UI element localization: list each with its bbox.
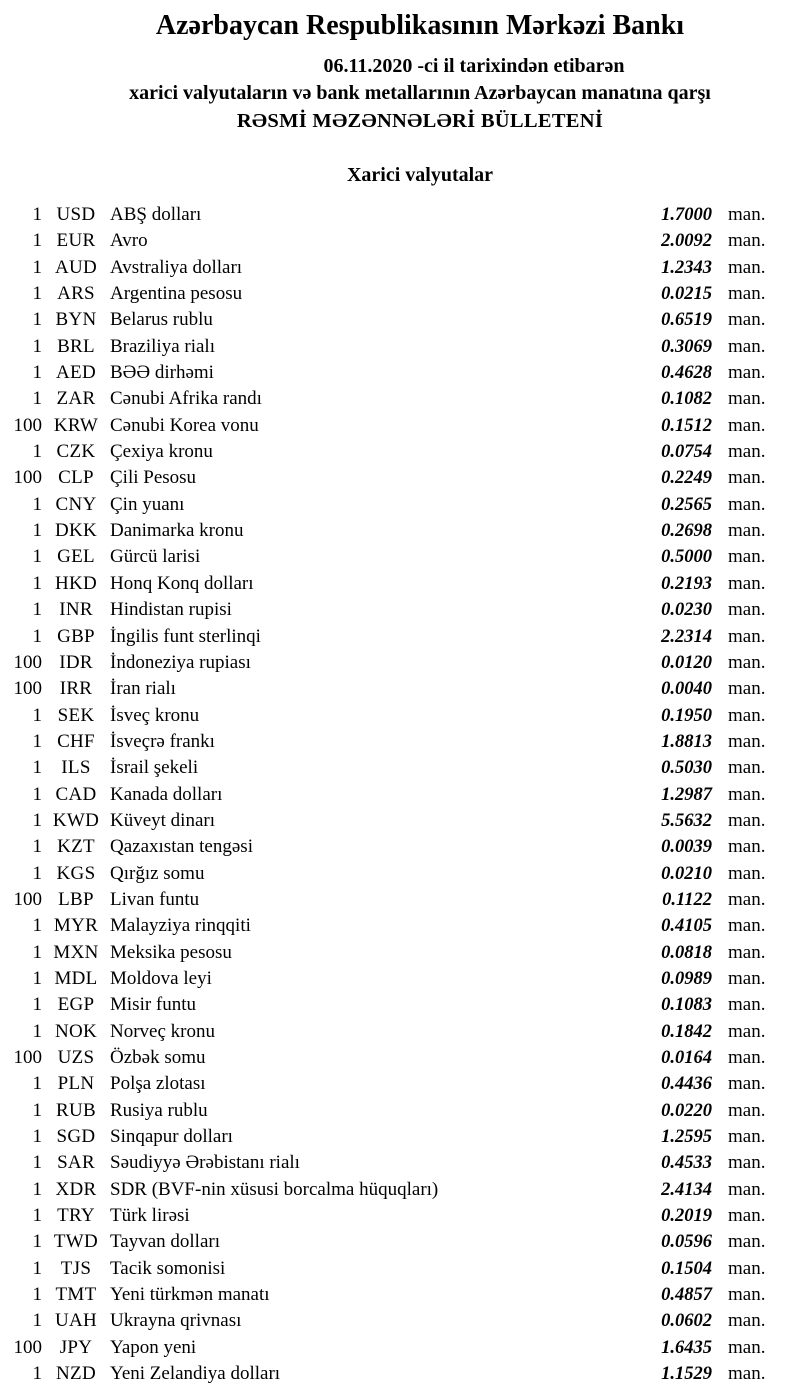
quantity-cell: 1 [32, 1099, 42, 1121]
currency-name-cell: Braziliya rialı [110, 335, 215, 357]
rate-value-cell: 0.0220 [661, 1100, 712, 1121]
unit-cell: man. [728, 283, 766, 305]
rate-value-cell: 0.1122 [662, 889, 712, 910]
currency-name-cell: Honq Konq dolları [110, 572, 254, 594]
currency-name-cell: İsveçrə frankı [110, 730, 215, 752]
currency-code-cell: NZD [56, 1363, 96, 1384]
quantity-cell: 1 [32, 941, 42, 963]
currency-name-cell: Malayziya rinqqiti [110, 915, 251, 937]
currency-name-cell: Meksika pesosu [110, 941, 232, 963]
currency-code-cell: SEK [57, 704, 95, 726]
currency-row [0, 1229, 800, 1255]
currency-name-cell: Gürcü larisi [110, 546, 201, 568]
quantity-cell: 1 [32, 625, 42, 647]
unit-cell: man. [728, 520, 766, 542]
currency-code-cell: MYR [53, 915, 99, 937]
currency-name-cell: Yeni türkmən manatı [110, 1284, 270, 1306]
quantity-cell: 1 [32, 730, 42, 752]
rate-value-cell: 1.1529 [661, 1364, 712, 1384]
rate-value-cell: 2.0092 [661, 231, 712, 252]
currency-row [0, 413, 800, 439]
currency-name-cell: Hindistan rupisi [110, 599, 232, 621]
currency-code-cell: JPY [59, 1336, 93, 1358]
quantity-cell: 1 [32, 836, 42, 858]
unit-cell: man. [728, 441, 766, 463]
quantity-cell: 1 [32, 757, 42, 779]
rate-value-cell: 0.0602 [661, 1311, 712, 1332]
rate-value-cell: 0.0818 [661, 942, 712, 963]
quantity-cell: 100 [13, 888, 42, 910]
quantity-cell: 100 [13, 651, 42, 673]
currency-row [0, 571, 800, 597]
currency-name-cell: Livan funtu [110, 888, 200, 910]
currency-name-cell: Cənubi Korea vonu [110, 414, 259, 436]
rate-value-cell: 0.1082 [661, 389, 712, 410]
currency-name-cell: ABŞ dolları [110, 204, 202, 225]
quantity-cell: 1 [32, 309, 42, 331]
unit-cell: man. [728, 1310, 766, 1332]
quantity-cell: 1 [32, 441, 42, 463]
quantity-cell: 1 [32, 230, 42, 252]
unit-cell: man. [728, 1020, 766, 1042]
currency-code-cell: HKD [54, 572, 98, 594]
currency-row [0, 1335, 800, 1361]
currency-code-cell: TJS [60, 1257, 92, 1279]
rate-value-cell: 0.0120 [661, 652, 712, 673]
currency-name-cell: Ukrayna qrivnası [110, 1310, 242, 1332]
unit-cell: man. [728, 204, 766, 225]
unit-cell: man. [728, 572, 766, 594]
quantity-cell: 1 [32, 599, 42, 621]
rate-value-cell: 1.7000 [661, 205, 712, 225]
currency-code-cell: CZK [56, 441, 96, 463]
currency-code-cell: GBP [57, 625, 95, 647]
unit-cell: man. [728, 704, 766, 726]
currency-name-cell: Çili Pesosu [110, 467, 197, 489]
currency-row [0, 887, 800, 913]
currency-name-cell: SDR (BVF-nin xüsusi borcalma hüquqları) [110, 1178, 439, 1200]
currency-row [0, 386, 800, 412]
rate-value-cell: 1.6435 [661, 1337, 712, 1358]
currency-code-cell: DKK [54, 520, 98, 542]
unit-cell: man. [728, 941, 766, 963]
currency-name-cell: Səudiyyə Ərəbistanı rialı [110, 1152, 300, 1174]
currency-code-cell: KZT [57, 836, 95, 858]
currency-code-cell: AUD [54, 256, 98, 278]
quantity-cell: 100 [13, 414, 42, 436]
currency-name-cell: İran rialı [110, 678, 176, 700]
currency-code-cell: TMT [55, 1284, 97, 1306]
unit-cell: man. [728, 888, 766, 910]
quantity-cell: 1 [32, 283, 42, 305]
quantity-cell: 1 [32, 1310, 42, 1332]
quantity-cell: 1 [32, 520, 42, 542]
unit-cell: man. [728, 678, 766, 700]
rate-value-cell: 0.5030 [661, 758, 712, 779]
effective-date-line: 06.11.2020 -ci il tarixindən etibarən [323, 55, 625, 77]
currency-code-cell: SGD [56, 1126, 96, 1148]
unit-cell: man. [728, 994, 766, 1016]
currency-row [0, 1098, 800, 1124]
currency-code-cell: INR [59, 599, 93, 621]
rate-value-cell: 2.2314 [661, 626, 712, 647]
rate-value-cell: 5.5632 [661, 810, 712, 831]
rate-value-cell: 1.2987 [661, 784, 712, 805]
unit-cell: man. [728, 809, 766, 831]
currency-name-cell: Rusiya rublu [110, 1099, 208, 1121]
currency-row [0, 729, 800, 755]
rate-value-cell: 0.2249 [661, 468, 712, 489]
section-title-foreign-currencies: Xarici valyutalar [346, 164, 494, 186]
currency-code-cell: KGS [56, 862, 96, 884]
rate-value-cell: 0.2193 [661, 573, 712, 594]
currency-row [0, 1150, 800, 1176]
currency-name-cell: Özbək somu [110, 1047, 206, 1068]
quantity-cell: 1 [32, 1284, 42, 1306]
rate-value-cell: 0.4533 [661, 1153, 712, 1174]
rate-value-cell: 0.4105 [661, 916, 712, 937]
currency-name-cell: Yeni Zelandiya dolları [110, 1363, 281, 1384]
rate-value-cell: 0.1504 [661, 1258, 712, 1279]
unit-cell: man. [728, 256, 766, 278]
unit-cell: man. [728, 1047, 766, 1068]
rate-value-cell: 0.0230 [661, 600, 712, 621]
currency-row [0, 624, 800, 650]
quantity-cell: 1 [32, 1257, 42, 1279]
currency-row [0, 1256, 800, 1282]
rate-value-cell: 2.4134 [661, 1179, 712, 1200]
quantity-cell: 100 [13, 1336, 42, 1358]
currency-code-cell: EGP [57, 994, 95, 1016]
currency-row [0, 1019, 800, 1045]
rate-value-cell: 0.6519 [661, 310, 712, 331]
quantity-cell: 1 [32, 994, 42, 1016]
currency-code-cell: GEL [57, 546, 95, 568]
subtitle-line: xarici valyutaların və bank metallarının Azərbaycan manatına qarşı [129, 82, 711, 104]
unit-cell: man. [728, 862, 766, 884]
currency-code-cell: LBP [58, 888, 94, 910]
quantity-cell: 1 [32, 335, 42, 357]
unit-cell: man. [728, 1099, 766, 1121]
currency-name-cell: İngilis funt sterlinqi [110, 625, 261, 647]
rate-value-cell: 0.4436 [661, 1074, 712, 1095]
rate-value-cell: 0.1842 [661, 1021, 712, 1042]
currency-code-cell: KRW [53, 414, 99, 436]
unit-cell: man. [728, 783, 766, 805]
currency-row [0, 544, 800, 570]
rate-value-cell: 1.2343 [661, 257, 712, 278]
currency-row [0, 1203, 800, 1229]
unit-cell: man. [728, 1178, 766, 1200]
unit-cell: man. [728, 1336, 766, 1358]
rate-value-cell: 0.1512 [661, 415, 712, 436]
quantity-cell: 1 [32, 1231, 42, 1253]
quantity-cell: 1 [32, 1205, 42, 1227]
unit-cell: man. [728, 1363, 766, 1384]
currency-name-cell: Küveyt dinarı [110, 809, 216, 831]
unit-cell: man. [728, 1231, 766, 1253]
currency-row [0, 360, 800, 386]
rate-value-cell: 0.2565 [661, 494, 712, 515]
currency-row [0, 834, 800, 860]
quantity-cell: 1 [32, 1073, 42, 1095]
currency-name-cell: Qazaxıstan tengəsi [110, 836, 253, 858]
currency-code-cell: ARS [57, 283, 95, 305]
rates-table [0, 202, 800, 1384]
quantity-cell: 1 [32, 1152, 42, 1174]
currency-row [0, 1361, 800, 1384]
currency-name-cell: Türk lirəsi [110, 1205, 190, 1227]
rate-value-cell: 0.4628 [661, 363, 712, 384]
currency-name-cell: Qırğız somu [110, 862, 205, 884]
rate-value-cell: 0.4857 [661, 1285, 712, 1306]
currency-code-cell: TRY [57, 1205, 95, 1227]
currency-row [0, 940, 800, 966]
unit-cell: man. [728, 546, 766, 568]
quantity-cell: 1 [32, 704, 42, 726]
bank-title: Azərbaycan Respublikasının Mərkəzi Bankı [155, 10, 685, 41]
currency-row [0, 755, 800, 781]
rate-value-cell: 0.0164 [661, 1048, 712, 1068]
currency-name-cell: Tacik somonisi [110, 1257, 226, 1279]
unit-cell: man. [728, 1205, 766, 1227]
currency-code-cell: MDL [54, 967, 98, 989]
unit-cell: man. [728, 836, 766, 858]
currency-row [0, 281, 800, 307]
currency-code-cell: TWD [53, 1231, 99, 1253]
currency-row [0, 439, 800, 465]
unit-cell: man. [728, 362, 766, 384]
unit-cell: man. [728, 967, 766, 989]
quantity-cell: 1 [32, 783, 42, 805]
unit-cell: man. [728, 1126, 766, 1148]
quantity-cell: 1 [32, 546, 42, 568]
currency-row [0, 518, 800, 544]
currency-row [0, 492, 800, 518]
currency-name-cell: Sinqapur dolları [110, 1126, 233, 1148]
quantity-cell: 1 [32, 1020, 42, 1042]
unit-cell: man. [728, 493, 766, 515]
unit-cell: man. [728, 625, 766, 647]
currency-row [0, 966, 800, 992]
currency-code-cell: IDR [59, 651, 93, 673]
currency-code-cell: UAH [54, 1310, 98, 1332]
unit-cell: man. [728, 1152, 766, 1174]
currency-name-cell: Polşa zlotası [110, 1073, 206, 1095]
quantity-cell: 100 [13, 1047, 42, 1068]
quantity-cell: 1 [32, 915, 42, 937]
currency-code-cell: CNY [55, 493, 97, 515]
rate-value-cell: 0.0040 [661, 679, 712, 700]
quantity-cell: 1 [32, 572, 42, 594]
rate-value-cell: 0.1950 [661, 705, 712, 726]
rate-value-cell: 0.2019 [661, 1206, 712, 1227]
currency-name-cell: Avro [110, 230, 148, 252]
quantity-cell: 1 [32, 204, 42, 225]
currency-row [0, 307, 800, 333]
currency-code-cell: AED [56, 362, 96, 384]
unit-cell: man. [728, 1257, 766, 1279]
currency-code-cell: XDR [55, 1178, 97, 1200]
currency-name-cell: Misir funtu [110, 994, 197, 1016]
quantity-cell: 1 [32, 362, 42, 384]
currency-name-cell: Yapon yeni [110, 1336, 197, 1358]
currency-row [0, 1071, 800, 1097]
currency-row [0, 861, 800, 887]
currency-row [0, 1177, 800, 1203]
rate-value-cell: 0.0989 [661, 968, 712, 989]
unit-cell: man. [728, 1284, 766, 1306]
rate-value-cell: 0.1083 [661, 995, 712, 1016]
currency-row [0, 676, 800, 702]
currency-row [0, 703, 800, 729]
currency-code-cell: BRL [57, 335, 95, 357]
currency-name-cell: Argentina pesosu [110, 283, 243, 305]
quantity-cell: 1 [32, 809, 42, 831]
currency-name-cell: Moldova leyi [110, 967, 212, 989]
currency-row [0, 1045, 800, 1071]
rate-value-cell: 0.0596 [661, 1232, 712, 1253]
quantity-cell: 1 [32, 1178, 42, 1200]
currency-code-cell: RUB [56, 1099, 96, 1121]
quantity-cell: 1 [32, 1363, 42, 1384]
currency-name-cell: Avstraliya dolları [110, 256, 243, 278]
currency-row [0, 334, 800, 360]
currency-code-cell: ZAR [56, 388, 96, 410]
unit-cell: man. [728, 388, 766, 410]
rate-value-cell: 0.0215 [661, 284, 712, 305]
unit-cell: man. [728, 230, 766, 252]
quantity-cell: 1 [32, 493, 42, 515]
quantity-cell: 1 [32, 388, 42, 410]
currency-row [0, 228, 800, 254]
unit-cell: man. [728, 757, 766, 779]
currency-code-cell: IRR [59, 678, 93, 700]
currency-name-cell: Kanada dolları [110, 783, 223, 805]
rate-value-cell: 0.0210 [661, 863, 712, 884]
rate-value-cell: 0.2698 [661, 521, 712, 542]
rate-value-cell: 0.3069 [661, 336, 712, 357]
currency-row [0, 255, 800, 281]
currency-code-cell: CLP [58, 467, 94, 489]
quantity-cell: 100 [13, 678, 42, 700]
currency-row [0, 913, 800, 939]
unit-cell: man. [728, 1073, 766, 1095]
currency-row [0, 597, 800, 623]
currency-code-cell: PLN [57, 1073, 95, 1095]
currency-code-cell: ILS [61, 757, 91, 779]
quantity-cell: 1 [32, 1126, 42, 1148]
currency-name-cell: İndoneziya rupiası [110, 651, 251, 673]
unit-cell: man. [728, 730, 766, 752]
currency-code-cell: NOK [54, 1020, 98, 1042]
currency-row [0, 1282, 800, 1308]
currency-row [0, 992, 800, 1018]
currency-row [0, 782, 800, 808]
currency-row [0, 202, 800, 228]
currency-name-cell: Çin yuanı [110, 493, 185, 515]
currency-name-cell: Cənubi Afrika randı [110, 388, 262, 410]
rate-value-cell: 0.0754 [661, 442, 712, 463]
currency-code-cell: CHF [57, 730, 95, 752]
currency-name-cell: Tayvan dolları [110, 1231, 220, 1253]
currency-code-cell: CAD [55, 783, 97, 805]
currency-code-cell: MXN [53, 941, 99, 963]
currency-name-cell: Belarus rublu [110, 309, 213, 331]
currency-name-cell: Norveç kronu [110, 1020, 215, 1042]
currency-code-cell: USD [56, 204, 96, 225]
currency-code-cell: SAR [57, 1152, 95, 1174]
currency-row [0, 1124, 800, 1150]
currency-row [0, 650, 800, 676]
unit-cell: man. [728, 414, 766, 436]
unit-cell: man. [728, 651, 766, 673]
currency-name-cell: BƏƏ dirhəmi [110, 362, 214, 384]
currency-row [0, 808, 800, 834]
rate-value-cell: 0.5000 [661, 547, 712, 568]
unit-cell: man. [728, 335, 766, 357]
quantity-cell: 1 [32, 862, 42, 884]
rate-value-cell: 1.8813 [661, 731, 712, 752]
currency-name-cell: İsveç kronu [110, 704, 200, 726]
quantity-cell: 1 [32, 967, 42, 989]
currency-name-cell: İsrail şekeli [110, 757, 199, 779]
currency-name-cell: Çexiya kronu [110, 441, 213, 463]
currency-code-cell: EUR [56, 230, 96, 252]
currency-code-cell: UZS [57, 1047, 95, 1068]
unit-cell: man. [728, 467, 766, 489]
currency-name-cell: Danimarka kronu [110, 520, 244, 542]
quantity-cell: 100 [13, 467, 42, 489]
unit-cell: man. [728, 915, 766, 937]
bulletin-title: RƏSMİ MƏZƏNNƏLƏRİ BÜLLETENİ [236, 110, 604, 132]
unit-cell: man. [728, 599, 766, 621]
unit-cell: man. [728, 309, 766, 331]
currency-code-cell: BYN [55, 309, 97, 331]
currency-row [0, 465, 800, 491]
currency-code-cell: KWD [52, 809, 100, 831]
quantity-cell: 1 [32, 256, 42, 278]
rate-value-cell: 1.2595 [661, 1127, 712, 1148]
currency-row [0, 1308, 800, 1334]
rate-value-cell: 0.0039 [661, 837, 712, 858]
